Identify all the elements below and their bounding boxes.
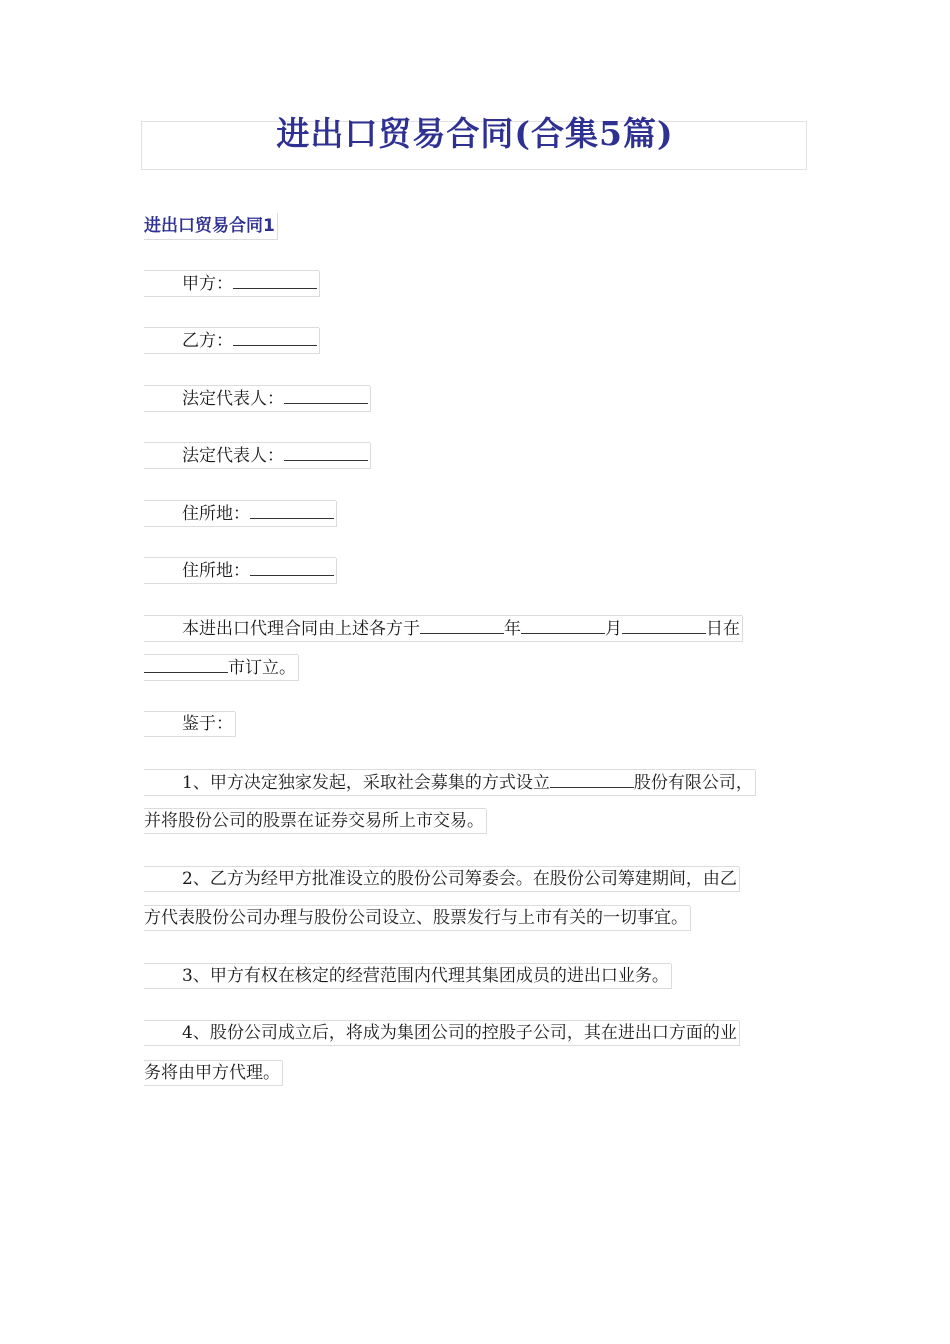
party-a-line xyxy=(144,271,320,297)
clause-4-text-cont: 务将由甲方代理。 xyxy=(144,1063,280,1083)
signing-paragraph-line-2 xyxy=(144,655,299,681)
party-b-line xyxy=(144,328,320,354)
clause-1-text: 1、甲方决定独家发起，采取社会募集的方式设立 xyxy=(182,773,550,793)
clause-2-line-1 xyxy=(144,867,740,892)
document-title: 进出口贸易合同(合集5篇) xyxy=(276,114,674,153)
blank-field xyxy=(521,616,605,634)
clause-2-text-cont: 方代表股份公司办理与股份公司设立、股票发行与上市有关的一切事宜。 xyxy=(144,908,688,928)
blank-field xyxy=(420,616,504,634)
clause-1-text-cont: 并将股份公司的股票在证券交易所上市交易。 xyxy=(144,811,484,831)
clause-3-text: 3、甲方有权在核定的经营范围内代理其集团成员的进出口业务。 xyxy=(182,966,669,986)
party-a-label: 甲方： xyxy=(182,274,233,294)
address-line-1 xyxy=(144,501,337,527)
blank-field xyxy=(284,443,368,461)
clause-1-line-2 xyxy=(144,809,487,834)
clause-3-line-1 xyxy=(144,964,672,989)
blank-field xyxy=(284,386,368,404)
blank-field xyxy=(550,770,634,788)
blank-field xyxy=(233,271,317,289)
blank-field xyxy=(144,655,228,673)
clause-2-text: 2、乙方为经甲方批准设立的股份公司筹委会。在股份公司筹建期间，由乙 xyxy=(182,869,737,889)
blank-field xyxy=(233,328,317,346)
month-label: 月 xyxy=(605,619,622,639)
clause-4-text: 4、股份公司成立后，将成为集团公司的控股子公司，其在进出口方面的业 xyxy=(182,1023,737,1043)
whereas-line xyxy=(144,712,236,737)
address-label: 住所地： xyxy=(182,561,250,581)
legal-rep-label: 法定代表人： xyxy=(182,389,284,409)
whereas-label: 鉴于： xyxy=(182,714,233,734)
clause-1-line-1 xyxy=(144,770,756,796)
year-label: 年 xyxy=(504,619,521,639)
legal-rep-line-2 xyxy=(144,443,371,469)
blank-field xyxy=(250,501,334,519)
clause-1-text-end: 股份有限公司， xyxy=(633,773,753,793)
clause-4-line-1 xyxy=(144,1021,740,1046)
clause-2-line-2 xyxy=(144,906,691,931)
legal-rep-line-1 xyxy=(144,386,371,412)
signing-paragraph-line-1 xyxy=(144,616,743,642)
city-label: 市订立。 xyxy=(228,658,296,678)
signing-text: 本进出口代理合同由上述各方于 xyxy=(182,619,420,639)
address-label: 住所地： xyxy=(182,504,250,524)
legal-rep-label: 法定代表人： xyxy=(182,446,284,466)
clause-4-line-2 xyxy=(144,1061,283,1086)
day-label: 日在 xyxy=(706,619,740,639)
blank-field xyxy=(622,616,706,634)
party-b-label: 乙方： xyxy=(182,331,233,351)
section-heading: 进出口贸易合同1 xyxy=(144,213,278,240)
address-line-2 xyxy=(144,558,337,584)
blank-field xyxy=(250,558,334,576)
